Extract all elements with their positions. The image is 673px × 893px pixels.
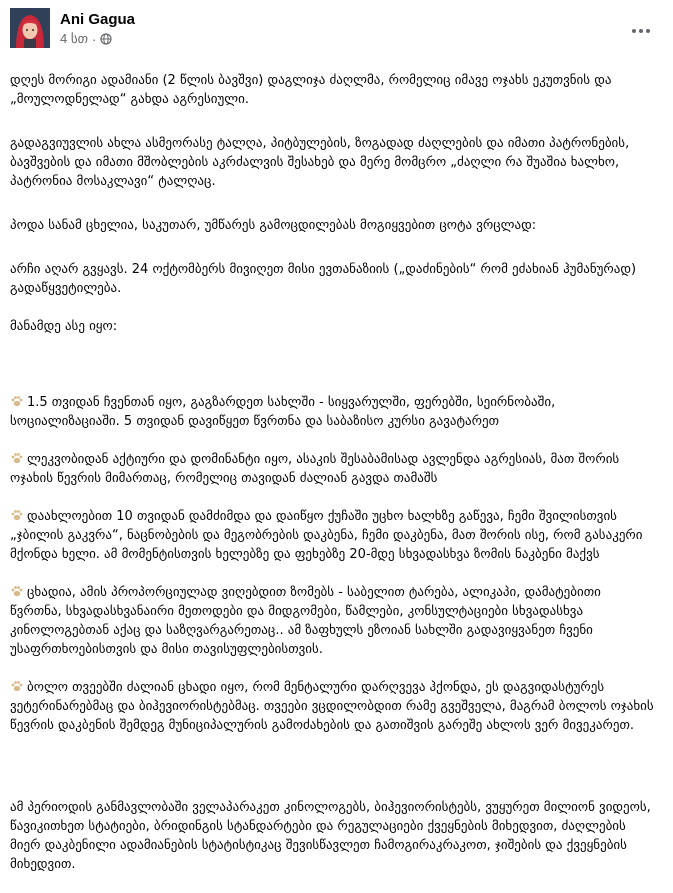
- post-header: [10, 8, 665, 50]
- list-item-text: 1.5 თვიდან ჩვენთან იყო, გაგზარდეთ სახლში - სიყვარულში, ფერებში, სეირნობაში, სოციალიზაციაში. 5 თვიდან დავიწყეთ წვრთნა და საბაზისო კურსი გავატარეთ: [10, 395, 556, 429]
- paw-list: [10, 374, 655, 754]
- author-name[interactable]: Ani Gagua: [60, 11, 136, 28]
- post-paragraph: ამ პერიოდის განმავლობაში ველაპარაკეთ კინოლოგებს, ბიჰევიორისტებს, ვუყურეთ მილიონ ვიდეოს, წავიკითხეთ სტატიები, ბრიდინგის სტანდარტები და რეგულაციები ქვეყნების მიხედვით, ძაღლების მიერ დაკბენილი ადამიანების სტატისტიკაც შევისწავლეთ ჩამოგირაკრაკოთ, ჯიშების და ქვეყნების მიხედვით.: [10, 800, 651, 872]
- meta-separator: ·: [92, 31, 97, 47]
- post-paragraph: პოდა სანამ ცხელია, საკუთარ, უმწარეს გამოცდილებას მოგიყვებით ცოტა ვრცლად:: [10, 218, 537, 233]
- author-avatar[interactable]: [10, 8, 50, 48]
- list-item-text: ცხადია, ამის პროპორციულად ვიღებდით ზომებს - საბელით ტარება, ალიკაპი, დამატებითი წვრთნა, სხვადასხვანაირი მეთოდები და მიდგომები, წამლები, კონსულტაციები სხვადასხვა კინოლოგებთან აქაც და საზღვარგარეთაც.. ამ ზაფხულს ეზოიან სახლში გადავიყვანეთ ჩვენი უსაფრთხოებისთვის და მისი თავისუფლებისთვის.: [10, 585, 601, 657]
- paw-bullet-icon: [10, 451, 24, 465]
- more-options-button[interactable]: [623, 10, 659, 46]
- more-horizontal-icon: [631, 19, 651, 38]
- post-paragraph: გადაგვიუვლის ახლა ასმეორასე ტალღა, პიტბულების, ზოგადად ძაღლების და იმათი პატრონების, ბავშვების და იმათი მშობლების აკრძალვის შესახებ და მერე მომცრო „ძაღლი რა შუაშია ხალხო, პატრონია მოსაკლავი“ ტალღაც.: [10, 136, 630, 189]
- paw-bullet-icon: [10, 394, 24, 408]
- list-item: [10, 393, 655, 431]
- list-item: [10, 450, 655, 488]
- post-timestamp[interactable]: 4 სთ: [60, 31, 89, 46]
- paw-bullet-icon: [10, 508, 24, 522]
- list-item-text: დაახლოებით 10 თვიდან დამძიმდა და დაიწყო ქუჩაში უცხო ხალხზე გაწევა, ჩემი შვილისთვის „ჯბილის გაკვრა“, ნაცნობების და მეგობრების დაკბენა, ჩემი დაკბენა, მათ შორის ისე, რომ გასაკერი მქონდა ხელი. ამ მომენტისთვის ხელებზე და ფეხებზე 20-მდე სხვადასხვა ზომის ნაკბენი მაქვს: [10, 509, 643, 562]
- globe-icon: [100, 33, 112, 45]
- post-body: [10, 52, 655, 893]
- post-meta: [60, 31, 112, 47]
- paw-bullet-icon: [10, 584, 24, 598]
- list-item-text: ლეკვობიდან აქტიური და დომინანტი იყო, ასაკის შესაბამისად ავლენდა აგრესიას, მათ შორის ოჯახის წევრის მიმართაც, რომელიც თავიდან ძალიან გავდა თამაშს: [10, 452, 620, 486]
- post-paragraph: არჩი აღარ გვყავს. 24 ოქტომბერს მივიღეთ მისი ევთანაზიის („დაძინების“ რომ ეძახიან ჰუმანურად) გადაწყვეტილება.: [10, 262, 637, 296]
- list-item: [10, 507, 655, 564]
- list-item: [10, 678, 655, 735]
- list-item: [10, 583, 655, 659]
- paw-bullet-icon: [10, 679, 24, 693]
- post-paragraph: დღეს მორიგი ადამიანი (2 წლის ბავშვი) დაგლიჯა ძაღლმა, რომელიც იმავე ოჯახს ეკუთვნის და „მოულოდნელად“ გახდა აგრესიული.: [10, 73, 612, 107]
- list-intro: მანამდე ასე იყო:: [10, 319, 118, 334]
- list-item-text: ბოლო თვეებში ძალიან ცხადი იყო, რომ მენტალური დარღვევა ჰქონდა, ეს დაგვიდასტურეს ვეტერინარებმაც და ბიჰევიორისტებმაც. თვეები ვცდილობდით რამე გვეშველა, მაგრამ ბოლოს ოჯახის წევრის დაკბენის შემდეგ მუნიციპალურის გამოძახების და გათიშვის გარეშე ახლოს ვერ მივეკარეთ.: [10, 680, 654, 733]
